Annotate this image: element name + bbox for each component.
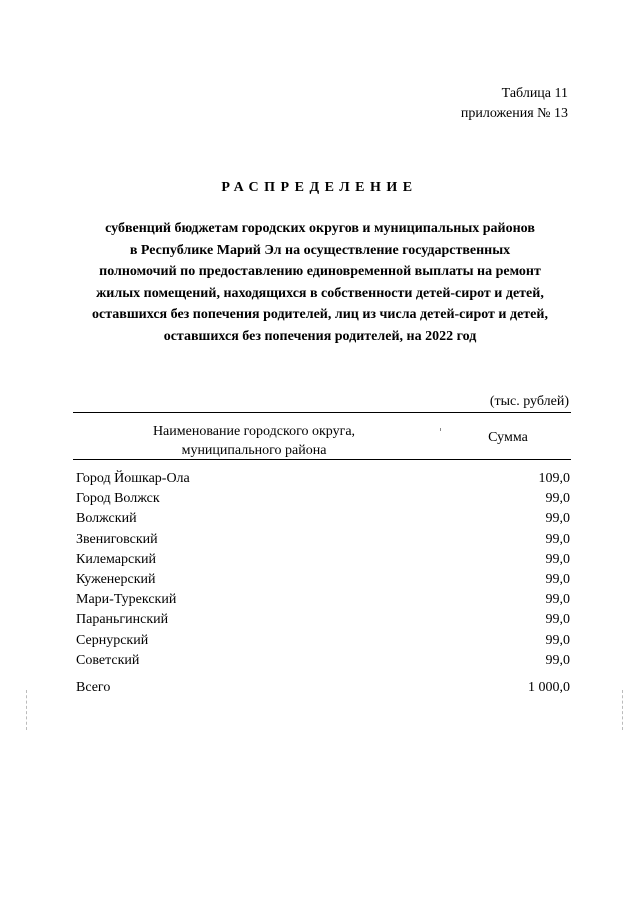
- row-name: Звениговский: [76, 531, 158, 547]
- row-sum: 99,0: [545, 612, 570, 628]
- units-label: (тыс. рублей): [489, 394, 569, 409]
- row-sum: 99,0: [545, 592, 570, 608]
- row-name: Город Волжск: [76, 491, 160, 507]
- scan-edge-mark: [26, 690, 27, 730]
- subtitle-line: оставшихся без попечения родителей, лиц из числа детей-сирот и детей,: [92, 307, 548, 322]
- column-header-sum: Сумма: [488, 430, 528, 445]
- row-sum: 99,0: [545, 491, 570, 507]
- column-separator-mark: [440, 428, 441, 431]
- table-total-row: [76, 680, 570, 696]
- table-top-rule: [73, 412, 571, 413]
- column-header-name: [73, 422, 435, 460]
- scan-edge-mark: [622, 690, 623, 730]
- row-name: Куженерский: [76, 571, 156, 587]
- subtitle-line: жилых помещений, находящихся в собственности детей-сирот и детей,: [96, 285, 544, 301]
- reference-line-1: Таблица 11: [501, 86, 568, 101]
- row-name: Параньгинский: [76, 612, 169, 628]
- document-subtitle: [70, 218, 570, 347]
- row-sum: 99,0: [545, 511, 570, 527]
- table-row: [76, 550, 570, 570]
- subtitle-line: полномочий по предоставлению единовременной выплаты на ремонт: [99, 264, 541, 279]
- row-name: Волжский: [76, 511, 137, 527]
- row-name: Город Йошкар-Ола: [76, 471, 190, 486]
- row-name: Сернурский: [76, 632, 149, 648]
- table-row: [76, 530, 570, 550]
- table-row: [76, 489, 570, 509]
- table-reference: [461, 84, 568, 124]
- table-row: [76, 631, 570, 651]
- row-sum: 99,0: [545, 571, 570, 587]
- subtitle-line: в Республике Марий Эл на осуществление государственных: [129, 242, 511, 258]
- document-heading: РАСПРЕДЕЛЕНИЕ: [221, 180, 418, 195]
- total-sum: 1 000,0: [528, 680, 570, 695]
- row-sum: 99,0: [545, 632, 570, 648]
- row-name: Килемарский: [76, 551, 157, 567]
- row-name: Мари-Турекский: [76, 592, 177, 608]
- reference-line-2: приложения № 13: [460, 106, 568, 121]
- column-header-name-line: Наименование городского округа,: [152, 424, 356, 439]
- table-body: [76, 469, 570, 671]
- subtitle-line: оставшихся без попечения родителей, на 2022 год: [163, 328, 477, 344]
- row-name: Советский: [76, 652, 140, 668]
- total-label: Всего: [76, 680, 111, 695]
- table-row: [76, 590, 570, 610]
- table-row: [76, 570, 570, 590]
- table-row: [76, 651, 570, 671]
- column-header-name-line: муниципального района: [181, 443, 327, 458]
- row-sum: 109,0: [538, 471, 570, 486]
- row-sum: 99,0: [545, 652, 570, 668]
- table-row: [76, 509, 570, 529]
- row-sum: 99,0: [545, 551, 570, 567]
- table-row: [76, 610, 570, 630]
- table-row: [76, 469, 570, 489]
- subtitle-line: субвенций бюджетам городских округов и муниципальных районов: [105, 221, 535, 236]
- row-sum: 99,0: [545, 531, 570, 547]
- table-header-rule: [73, 459, 571, 460]
